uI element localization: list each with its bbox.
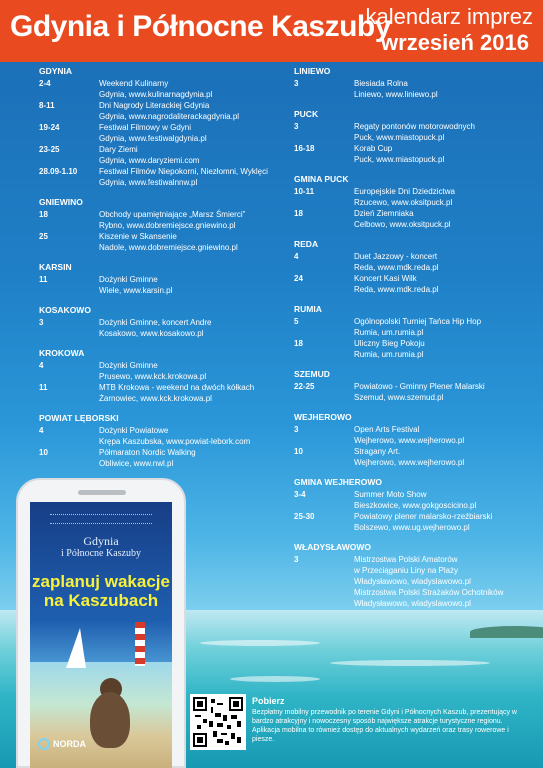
event-date: 3 [294,555,299,564]
event-date: 25-30 [294,512,315,521]
event-item [39,360,279,382]
event-line: Rzucewo, www.oksitpuck.pl [354,198,453,207]
event-details [99,100,279,122]
event-line: Festiwal Filmów Niepokorni, Niezłomni, Wyklęci [99,167,268,176]
event-details [354,273,534,295]
region-name: GDYNIA [39,66,73,76]
event-line: Festiwal Filmowy w Gdyni [99,123,192,132]
event-date: 3 [294,79,299,88]
event-details [99,447,279,469]
event-date: 10-11 [294,187,315,196]
event-line: Dożynki Gminne [99,275,158,284]
event-date: 22-25 [294,382,315,391]
event-details [99,317,279,339]
event-line: Gdynia, www.daryziemi.com [99,156,200,165]
region-section [294,109,534,165]
event-line: Reda, www.mdk.reda.pl [354,263,439,272]
region-section [294,369,534,403]
wave [330,660,490,666]
event-date: 3 [294,122,299,131]
event-details [99,209,279,231]
event-line: w Przeciąganiu Liny na Plaży [354,566,459,575]
calendar-label: kalendarz imprez [365,4,533,29]
event-line: Uliczny Bieg Pokoju [354,339,425,348]
event-date: 24 [294,274,303,283]
event-line: Dożynki Gminne [99,361,158,370]
event-item [294,121,534,143]
event-line: Prusewo, www.kck.krokowa.pl [99,372,207,381]
region-name: KARSIN [39,262,72,272]
event-line: Powiatowy plener malarsko-rzeźbiarski [354,512,493,521]
event-line: Żarnowiec, www.kck.krokowa.pl [99,394,212,403]
event-date: 8-11 [39,101,55,110]
event-item [294,143,534,165]
event-line: Dożynki Gminne, koncert Andre [99,318,212,327]
event-date: 28.09-1.10 [39,167,78,176]
page-title: Gdynia i Północne Kaszuby [10,10,391,43]
event-line: Rumia, um.rumia.pl [354,350,424,359]
sailboat-icon [66,628,86,668]
event-item [294,251,534,273]
phone-screen [30,502,172,768]
event-line: Wiele, www.karsin.pl [99,286,173,295]
event-line: Krępa Kaszubska, www.powiat-lebork.com [99,437,251,446]
event-date: 18 [294,339,303,348]
event-date: 10 [39,448,48,457]
event-line: Powiatowo - Gminny Plener Malarski [354,382,485,391]
event-date: 25 [39,232,48,241]
event-details [99,425,279,447]
event-line: Obchody upamiętniające „Marsz Śmierci” [99,210,246,219]
event-line: Gdynia, www.festiwalgdynia.pl [99,134,207,143]
event-item [294,424,534,446]
event-date: 23-25 [39,145,60,154]
event-line: Liniewo, www.liniewo.pl [354,90,438,99]
event-line: Europejskie Dni Dziedzictwa [354,187,455,196]
event-date: 10 [294,447,303,456]
ornament-pattern [50,514,152,524]
events-column-right [294,66,534,618]
region-name: KROKOWA [39,348,85,358]
event-line: Stragany Art. [354,447,401,456]
event-item [39,382,279,404]
app-headline: zaplanuj wakacje na Kaszubach [32,572,170,610]
region-section [294,239,534,295]
event-item [39,209,279,231]
region-section [39,413,279,469]
event-item [39,231,279,253]
event-line: Bieszkowice, www.gokgoscicino.pl [354,501,477,510]
logo-mark-icon [38,738,50,750]
event-details [354,143,534,165]
region-section [294,174,534,230]
event-line: Mistrzostwa Polski Strażaków Ochotników [354,588,504,597]
event-details [354,511,534,533]
header-banner [0,0,543,62]
event-line: MTB Krokowa - weekend na dwóch kółkach [99,383,255,392]
region-name: KOSAKOWO [39,305,91,315]
event-date: 11 [39,275,48,284]
region-section [294,66,534,100]
event-line: Open Arts Festival [354,425,420,434]
event-line: Puck, www.miastopuck.pl [354,155,445,164]
app-title-line1: Gdynia [83,534,119,548]
region-section [294,542,534,609]
event-details [354,208,534,230]
event-details [354,338,534,360]
event-details [99,231,279,253]
event-line: Duet Jazzowy - koncert [354,252,438,261]
event-line: Biesiada Rolna [354,79,408,88]
event-item [294,316,534,338]
event-item [294,381,534,403]
lighthouse-icon [135,622,145,666]
region-name: GMINA WEJHEROWO [294,477,382,487]
event-item [294,489,534,511]
island-horizon [470,626,543,638]
download-info [252,696,532,744]
event-date: 4 [39,361,44,370]
event-line: Reda, www.mdk.reda.pl [354,285,439,294]
region-name: RUMIA [294,304,322,314]
event-line: Ogólnopolski Turniej Tańca Hip Hop [354,317,482,326]
event-item [39,122,279,144]
event-details [99,360,279,382]
seal-icon [90,692,130,748]
event-item [294,78,534,100]
event-line: Celbowo, www.oksitpuck.pl [354,220,451,229]
event-line: Dożynki Powiatowe [99,426,169,435]
region-section [39,305,279,339]
event-date: 3 [294,425,299,434]
event-item [294,273,534,295]
event-line: Summer Moto Show [354,490,427,499]
event-date: 4 [294,252,299,261]
event-details [99,144,279,166]
event-details [99,78,279,100]
event-line: Władysławowo, wladyslawowo.pl [354,577,471,586]
event-date: 11 [39,383,48,392]
event-line: Rumia, um.rumia.pl [354,328,424,337]
event-date: 18 [294,209,303,218]
region-name: LINIEWO [294,66,331,76]
norda-logo [38,738,86,750]
region-name: GMINA PUCK [294,174,349,184]
event-details [354,186,534,208]
wave [200,640,320,646]
event-line: Koncert Kasi Wilk [354,274,417,283]
event-date: 18 [39,210,48,219]
event-line: Korab Cup [354,144,393,153]
event-details [99,274,279,296]
event-item [39,447,279,469]
event-line: Rybno, www.dobremiejsce.gniewino.pl [99,221,236,230]
event-date: 2-4 [39,79,51,88]
event-item [294,186,534,208]
event-item [39,425,279,447]
event-line: Weekend Kulinarny [99,79,169,88]
event-date: 5 [294,317,299,326]
event-details [354,489,534,511]
region-name: GNIEWINO [39,197,83,207]
event-line: Wejherowo, www.wejherowo.pl [354,436,465,445]
event-item [294,208,534,230]
event-details [354,554,534,609]
region-section [39,262,279,296]
event-line: Gdynia, www.festiwalnnw.pl [99,178,198,187]
region-section [294,477,534,533]
event-date: 4 [39,426,44,435]
event-line: Mistrzostwa Polski Amatorów [354,555,458,564]
event-details [354,78,534,100]
download-heading: Pobierz [252,696,285,706]
event-item [39,317,279,339]
event-line: Szemud, www.szemud.pl [354,393,444,402]
wave [230,676,320,682]
region-section [294,412,534,468]
event-line: Kiszenie w Skansenie [99,232,177,241]
event-line: Kosakowo, www.kosakowo.pl [99,329,204,338]
event-details [99,382,279,404]
event-item [294,511,534,533]
download-text: Bezpłatny mobilny przewodnik po terenie Gdyni i Północnych Kaszub, prezentujący w bardzo atrakcyjny i nowoczesny sposób największe atrakcje turystyczne regionu. Aplikacja mobilna to również dostęp do aktualnych wydarzeń oraz trasy rowerowe i piesze. [252,709,517,743]
event-item [294,338,534,360]
event-date: 16-18 [294,144,315,153]
region-section [39,197,279,253]
event-date: 3 [39,318,44,327]
qr-code-icon [193,697,243,747]
logo-text: NORDA [53,739,86,749]
event-details [354,446,534,468]
region-name: POWIAT LĘBORSKI [39,413,119,423]
phone-speaker [78,490,126,495]
region-name: SZEMUD [294,369,330,379]
event-date: 19-24 [39,123,60,132]
region-section [39,66,279,188]
app-title-line2: i Północne Kaszuby [61,548,141,559]
event-line: Nadole, www.dobremiejsce.gniewino.pl [99,243,238,252]
event-item [39,78,279,100]
event-item [294,554,534,609]
event-item [39,100,279,122]
event-item [39,144,279,166]
event-item [39,166,279,188]
events-column-left [39,66,279,478]
region-name: WŁADYSŁAWOWO [294,542,371,552]
event-item [294,446,534,468]
event-details [99,122,279,144]
event-details [99,166,279,188]
event-details [354,121,534,143]
event-date: 3-4 [294,490,306,499]
region-name: WEJHEROWO [294,412,352,422]
region-name: REDA [294,239,319,249]
event-details [354,381,534,403]
qr-code[interactable] [190,694,246,750]
event-line: Gdynia, www.kulinarnagdynia.pl [99,90,213,99]
month-label: wrzesień 2016 [381,30,529,55]
region-section [39,348,279,404]
event-line: Półmaraton Nordic Walking [99,448,196,457]
event-details [354,251,534,273]
event-line: Puck, www.miastopuck.pl [354,133,445,142]
event-line: Dzień Ziemniaka [354,209,414,218]
event-details [354,424,534,446]
region-section [294,304,534,360]
event-line: Dni Nagrody Literackiej Gdynia [99,101,210,110]
event-line: Regaty pontonów motorowodnych [354,122,475,131]
event-line: Wejherowo, www.wejherowo.pl [354,458,465,467]
event-line: Dary Ziemi [99,145,138,154]
event-line: Bolszewo, www.ug.wejherowo.pl [354,523,470,532]
event-line: Władysławowo, wladyslawowo.pl [354,599,471,608]
region-name: PUCK [294,109,319,119]
event-line: Obliwice, www.nwl.pl [99,459,174,468]
phone-mockup [16,478,186,768]
event-item [39,274,279,296]
event-details [354,316,534,338]
event-line: Gdynia, www.nagrodaliterackagdynia.pl [99,112,240,121]
